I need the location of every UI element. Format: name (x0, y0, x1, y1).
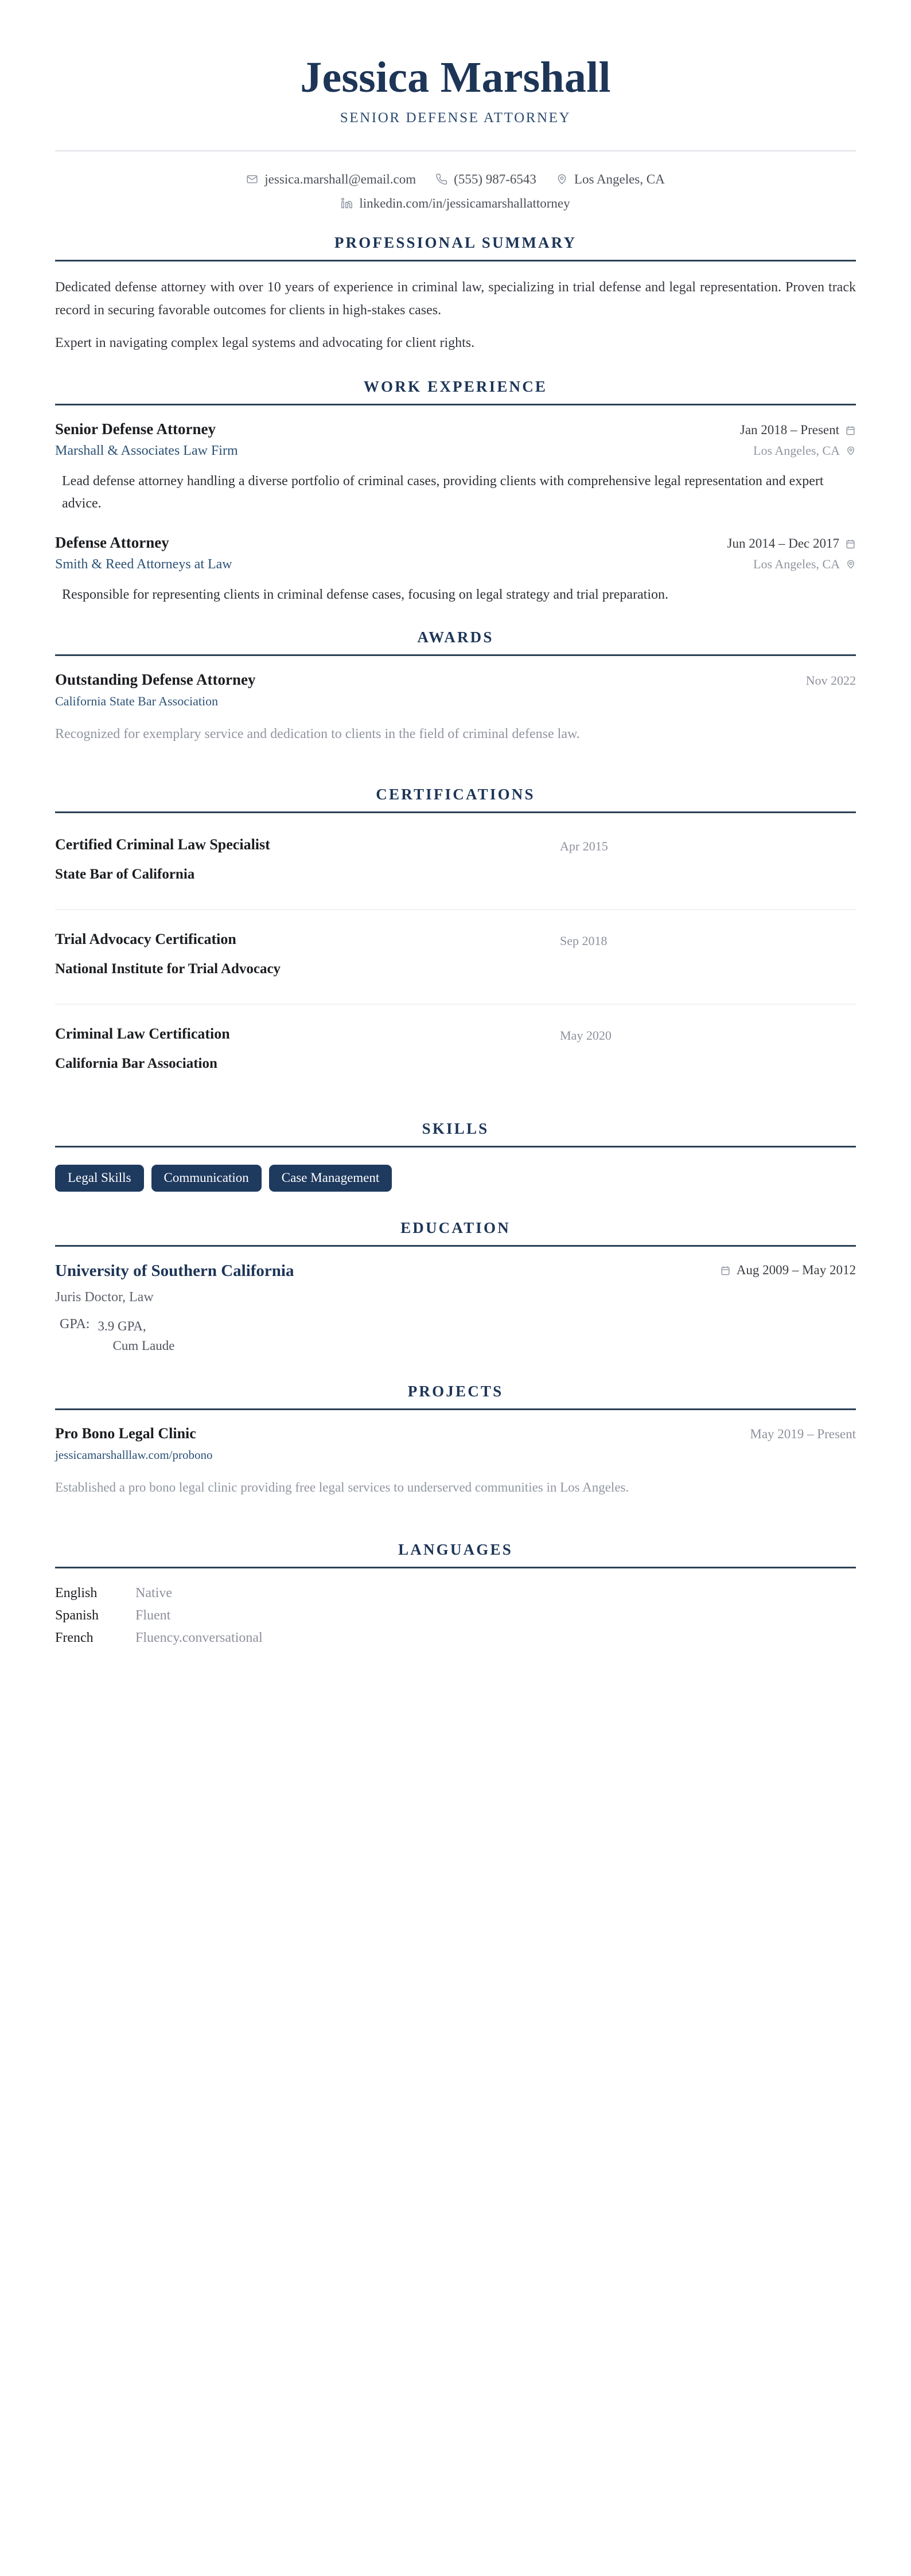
experience-dates (727, 536, 856, 551)
section-languages (55, 1541, 856, 1646)
language-name: French (55, 1630, 94, 1646)
education-gpa-line2: Cum Laude (112, 1338, 175, 1353)
language-level: Native (135, 1586, 172, 1601)
section-work-experience (55, 378, 856, 606)
certification-name: Certified Criminal Law Specialist (55, 836, 270, 853)
location-pin-icon (846, 446, 856, 456)
section-title-education: EDUCATION (400, 1219, 511, 1236)
education-school: University of Southern California (55, 1261, 294, 1280)
certification-item (55, 910, 856, 1004)
award-organization: California State Bar Association (55, 694, 219, 709)
section-title-skills: SKILLS (422, 1119, 489, 1137)
language-level: Fluency.conversational (135, 1630, 263, 1646)
certification-item (55, 828, 856, 909)
section-title-projects: PROJECTS (407, 1382, 504, 1400)
summary-paragraph-1: Dedicated defense attorney with over 10 years of experience in criminal law, specializing in trial defense and legal representation. Proven track record in securing favorable outcomes for clients in high-stakes cases. (55, 279, 856, 318)
experience-location-text: Los Angeles, CA (753, 557, 840, 572)
experience-dates (740, 423, 856, 438)
experience-organization: Marshall & Associates Law Firm (55, 443, 238, 459)
certification-item (55, 1005, 856, 1088)
project-name: Pro Bono Legal Clinic (55, 1424, 196, 1442)
experience-location (753, 443, 856, 458)
contact-row-primary (55, 172, 856, 187)
header-divider (55, 150, 856, 151)
section-certifications (55, 786, 856, 1088)
section-rule (55, 260, 856, 261)
language-name: English (55, 1586, 98, 1601)
section-skills (55, 1120, 856, 1192)
section-education (55, 1219, 856, 1356)
contact-linkedin-text: linkedin.com/in/jessicamarshallattorney (359, 196, 570, 210)
experience-entry (55, 534, 856, 606)
skill-chip[interactable]: Communication (151, 1165, 262, 1192)
section-professional-summary (55, 234, 856, 355)
section-rule (55, 1408, 856, 1410)
job-title-subtitle: SENIOR DEFENSE ATTORNEY (340, 110, 571, 126)
resume-header (55, 34, 856, 211)
section-rule (55, 811, 856, 813)
experience-description: Lead defense attorney handling a diverse portfolio of criminal cases, providing clients with comprehensive legal representation and expert advice. (62, 474, 824, 511)
certification-issuer: State Bar of California (55, 866, 195, 882)
section-rule (55, 1567, 856, 1568)
contact-row-secondary (55, 196, 856, 211)
summary-paragraph-2: Expert in navigating complex legal systems and advocating for client rights. (55, 335, 475, 351)
contact-email-text: jessica.marshall@email.com (264, 171, 416, 186)
experience-entry (55, 420, 856, 514)
award-entry (55, 671, 856, 745)
education-gpa-value (98, 1317, 174, 1356)
contact-phone-text: (555) 987-6543 (454, 171, 536, 186)
section-title-certifications: CERTIFICATIONS (376, 785, 535, 803)
location-pin-icon (556, 173, 568, 185)
language-level: Fluent (135, 1608, 171, 1623)
contact-phone[interactable] (435, 172, 536, 187)
section-title-languages: LANGUAGES (398, 1541, 513, 1559)
language-list (55, 1583, 856, 1646)
experience-job-title: Defense Attorney (55, 534, 169, 552)
project-url[interactable]: jessicamarshalllaw.com/probono (55, 1447, 213, 1462)
envelope-icon (246, 173, 258, 185)
section-rule (55, 1146, 856, 1148)
project-description: Established a pro bono legal clinic providing free legal services to underserved communities in Los Angeles. (55, 1480, 629, 1494)
certification-list (55, 828, 856, 1088)
contact-location (556, 172, 665, 187)
certification-issuer: California Bar Association (55, 1055, 217, 1071)
certification-date: Apr 2015 (560, 838, 608, 853)
project-entry (55, 1425, 856, 1498)
section-rule (55, 404, 856, 405)
project-dates: May 2019 – Present (750, 1426, 856, 1441)
skill-chip-list (55, 1162, 856, 1192)
certification-name: Criminal Law Certification (55, 1025, 230, 1042)
language-name: Spanish (55, 1608, 99, 1623)
certification-name: Trial Advocacy Certification (55, 930, 236, 947)
experience-organization: Smith & Reed Attorneys at Law (55, 557, 232, 572)
language-row (55, 1608, 856, 1623)
calendar-icon (845, 425, 856, 436)
certification-issuer: National Institute for Trial Advocacy (55, 961, 281, 977)
section-title-experience: WORK EXPERIENCE (363, 378, 548, 396)
education-entry (55, 1262, 856, 1356)
calendar-icon (720, 1265, 731, 1276)
linkedin-icon (341, 197, 353, 209)
certification-date: Sep 2018 (560, 933, 608, 948)
section-awards (55, 629, 856, 745)
experience-dates-text: Jun 2014 – Dec 2017 (727, 536, 839, 551)
experience-job-title: Senior Defense Attorney (55, 420, 216, 438)
calendar-icon (845, 538, 856, 549)
phone-icon (435, 173, 447, 185)
location-pin-icon (846, 559, 856, 569)
section-title-awards: AWARDS (417, 629, 494, 646)
experience-description: Responsible for representing clients in criminal defense cases, focusing on legal strategy and trial preparation. (62, 587, 668, 603)
skill-chip[interactable]: Legal Skills (55, 1165, 144, 1192)
section-rule (55, 1245, 856, 1247)
language-row (55, 1586, 856, 1601)
section-rule (55, 654, 856, 656)
education-dates (720, 1263, 856, 1278)
award-description: Recognized for exemplary service and dedication to clients in the field of criminal defense law. (55, 727, 580, 742)
experience-location-text: Los Angeles, CA (753, 443, 840, 458)
section-title-summary: PROFESSIONAL SUMMARY (334, 233, 577, 251)
experience-location (753, 557, 856, 572)
page-title: Jessica Marshall (300, 53, 611, 102)
award-date: Nov 2022 (805, 673, 856, 688)
education-gpa (55, 1317, 856, 1356)
contact-email[interactable] (246, 172, 416, 187)
contact-linkedin[interactable] (341, 196, 570, 211)
certification-date: May 2020 (560, 1028, 612, 1043)
language-row (55, 1630, 856, 1646)
education-dates-text: Aug 2009 – May 2012 (736, 1263, 856, 1278)
education-degree: Juris Doctor, Law (55, 1289, 154, 1305)
contact-location-text: Los Angeles, CA (574, 171, 665, 186)
award-title: Outstanding Defense Attorney (55, 671, 256, 689)
education-gpa-label: GPA: (60, 1316, 90, 1332)
skill-chip[interactable]: Case Management (269, 1165, 392, 1192)
experience-dates-text: Jan 2018 – Present (739, 423, 839, 438)
education-gpa-line1: 3.9 GPA, (98, 1318, 146, 1333)
section-projects (55, 1383, 856, 1498)
